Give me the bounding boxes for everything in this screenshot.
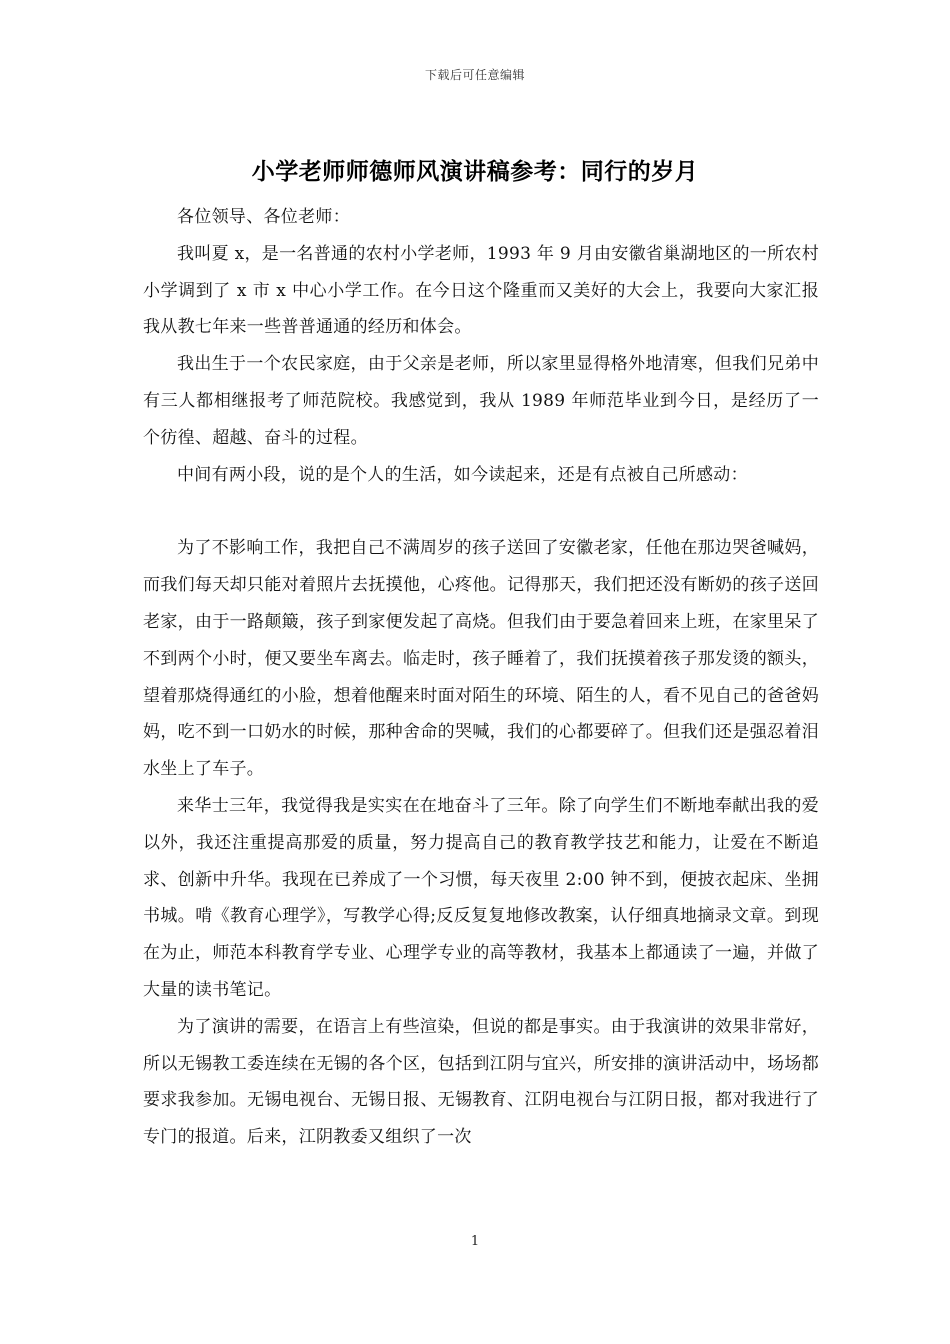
paragraph-spacer (143, 493, 819, 530)
body-paragraph: 为了演讲的需要，在语言上有些渲染，但说的都是事实。由于我演讲的效果非常好，所以无锡教工委连续在无锡的各个区，包括到江阴与宜兴，所安排的演讲活动中，场场都要求我参加。无锡电视台、无锡日报、无锡教育、江阴电视台与江阴日报，都对我进行了专门的报道。后来，江阴教委又组织了一次 (143, 1016, 819, 1148)
body-paragraph: 我出生于一个农民家庭，由于父亲是老师，所以家里显得格外地清寒，但我们兄弟中有三人都相继报考了师范院校。我感觉到，我从 1989 年师范毕业到今日，是经历了一个彷徨、超越、奋斗的过程。 (143, 354, 819, 448)
body-paragraph: 中间有两小段，说的是个人的生活，如今读起来，还是有点被自己所感动： (177, 464, 748, 485)
body-paragraph: 来华士三年，我觉得我是实实在在地奋斗了三年。除了向学生们不断地奉献出我的爱以外，我还注重提高那爱的质量，努力提高自己的教育教学技艺和能力，让爱在不断追求、创新中升华。我现在已养成了一个习惯，每天夜里 2:00 钟不到，便披衣起床、坐拥书城。啃《教育心理学》，写教学心得;反反复复地修改教案，认仔细真地摘录文章。到现在为止，师范本科教育学专业、心理学专业的高等教材，我基本上都通读了一遍，并做了大量的读书笔记。 (143, 795, 819, 1000)
header-note: 下载后可任意编辑 (424, 68, 525, 82)
page-number: 1 (470, 1234, 480, 1249)
body-paragraph: 我叫夏 x，是一名普通的农村小学老师，1993 年 9 月由安徽省巢湖地区的一所农村小学调到了 x 市 x 中心小学工作。在今日这个隆重而又美好的大会上，我要向大家汇报我从教七年来一些普普通通的经历和体会。 (143, 243, 819, 338)
body-paragraph: 为了不影响工作，我把自己不满周岁的孩子送回了安徽老家，任他在那边哭爸喊妈，而我们每天却只能对着照片去抚摸他，心疼他。记得那天，我们把还没有断奶的孩子送回老家，由于一路颠簸，孩子到家便发起了高烧。但我们由于要急着回来上班，在家里呆了不到两个小时，便又要坐车离去。临走时，孩子睡着了，我们抚摸着孩子那发烫的额头，望着那烧得通红的小脸，想着他醒来时面对陌生的环境、陌生的人，看不见自己的爸爸妈妈，吃不到一口奶水的时候，那种舍命的哭喊，我们的心都要碎了。但我们还是强忍着泪水坐上了车子。 (143, 538, 819, 780)
salutation-paragraph: 各位领导、各位老师： (177, 207, 350, 227)
document-body (143, 199, 819, 1156)
page-title: 小学老师师德师风演讲稿参考：同行的岁月 (251, 158, 699, 185)
